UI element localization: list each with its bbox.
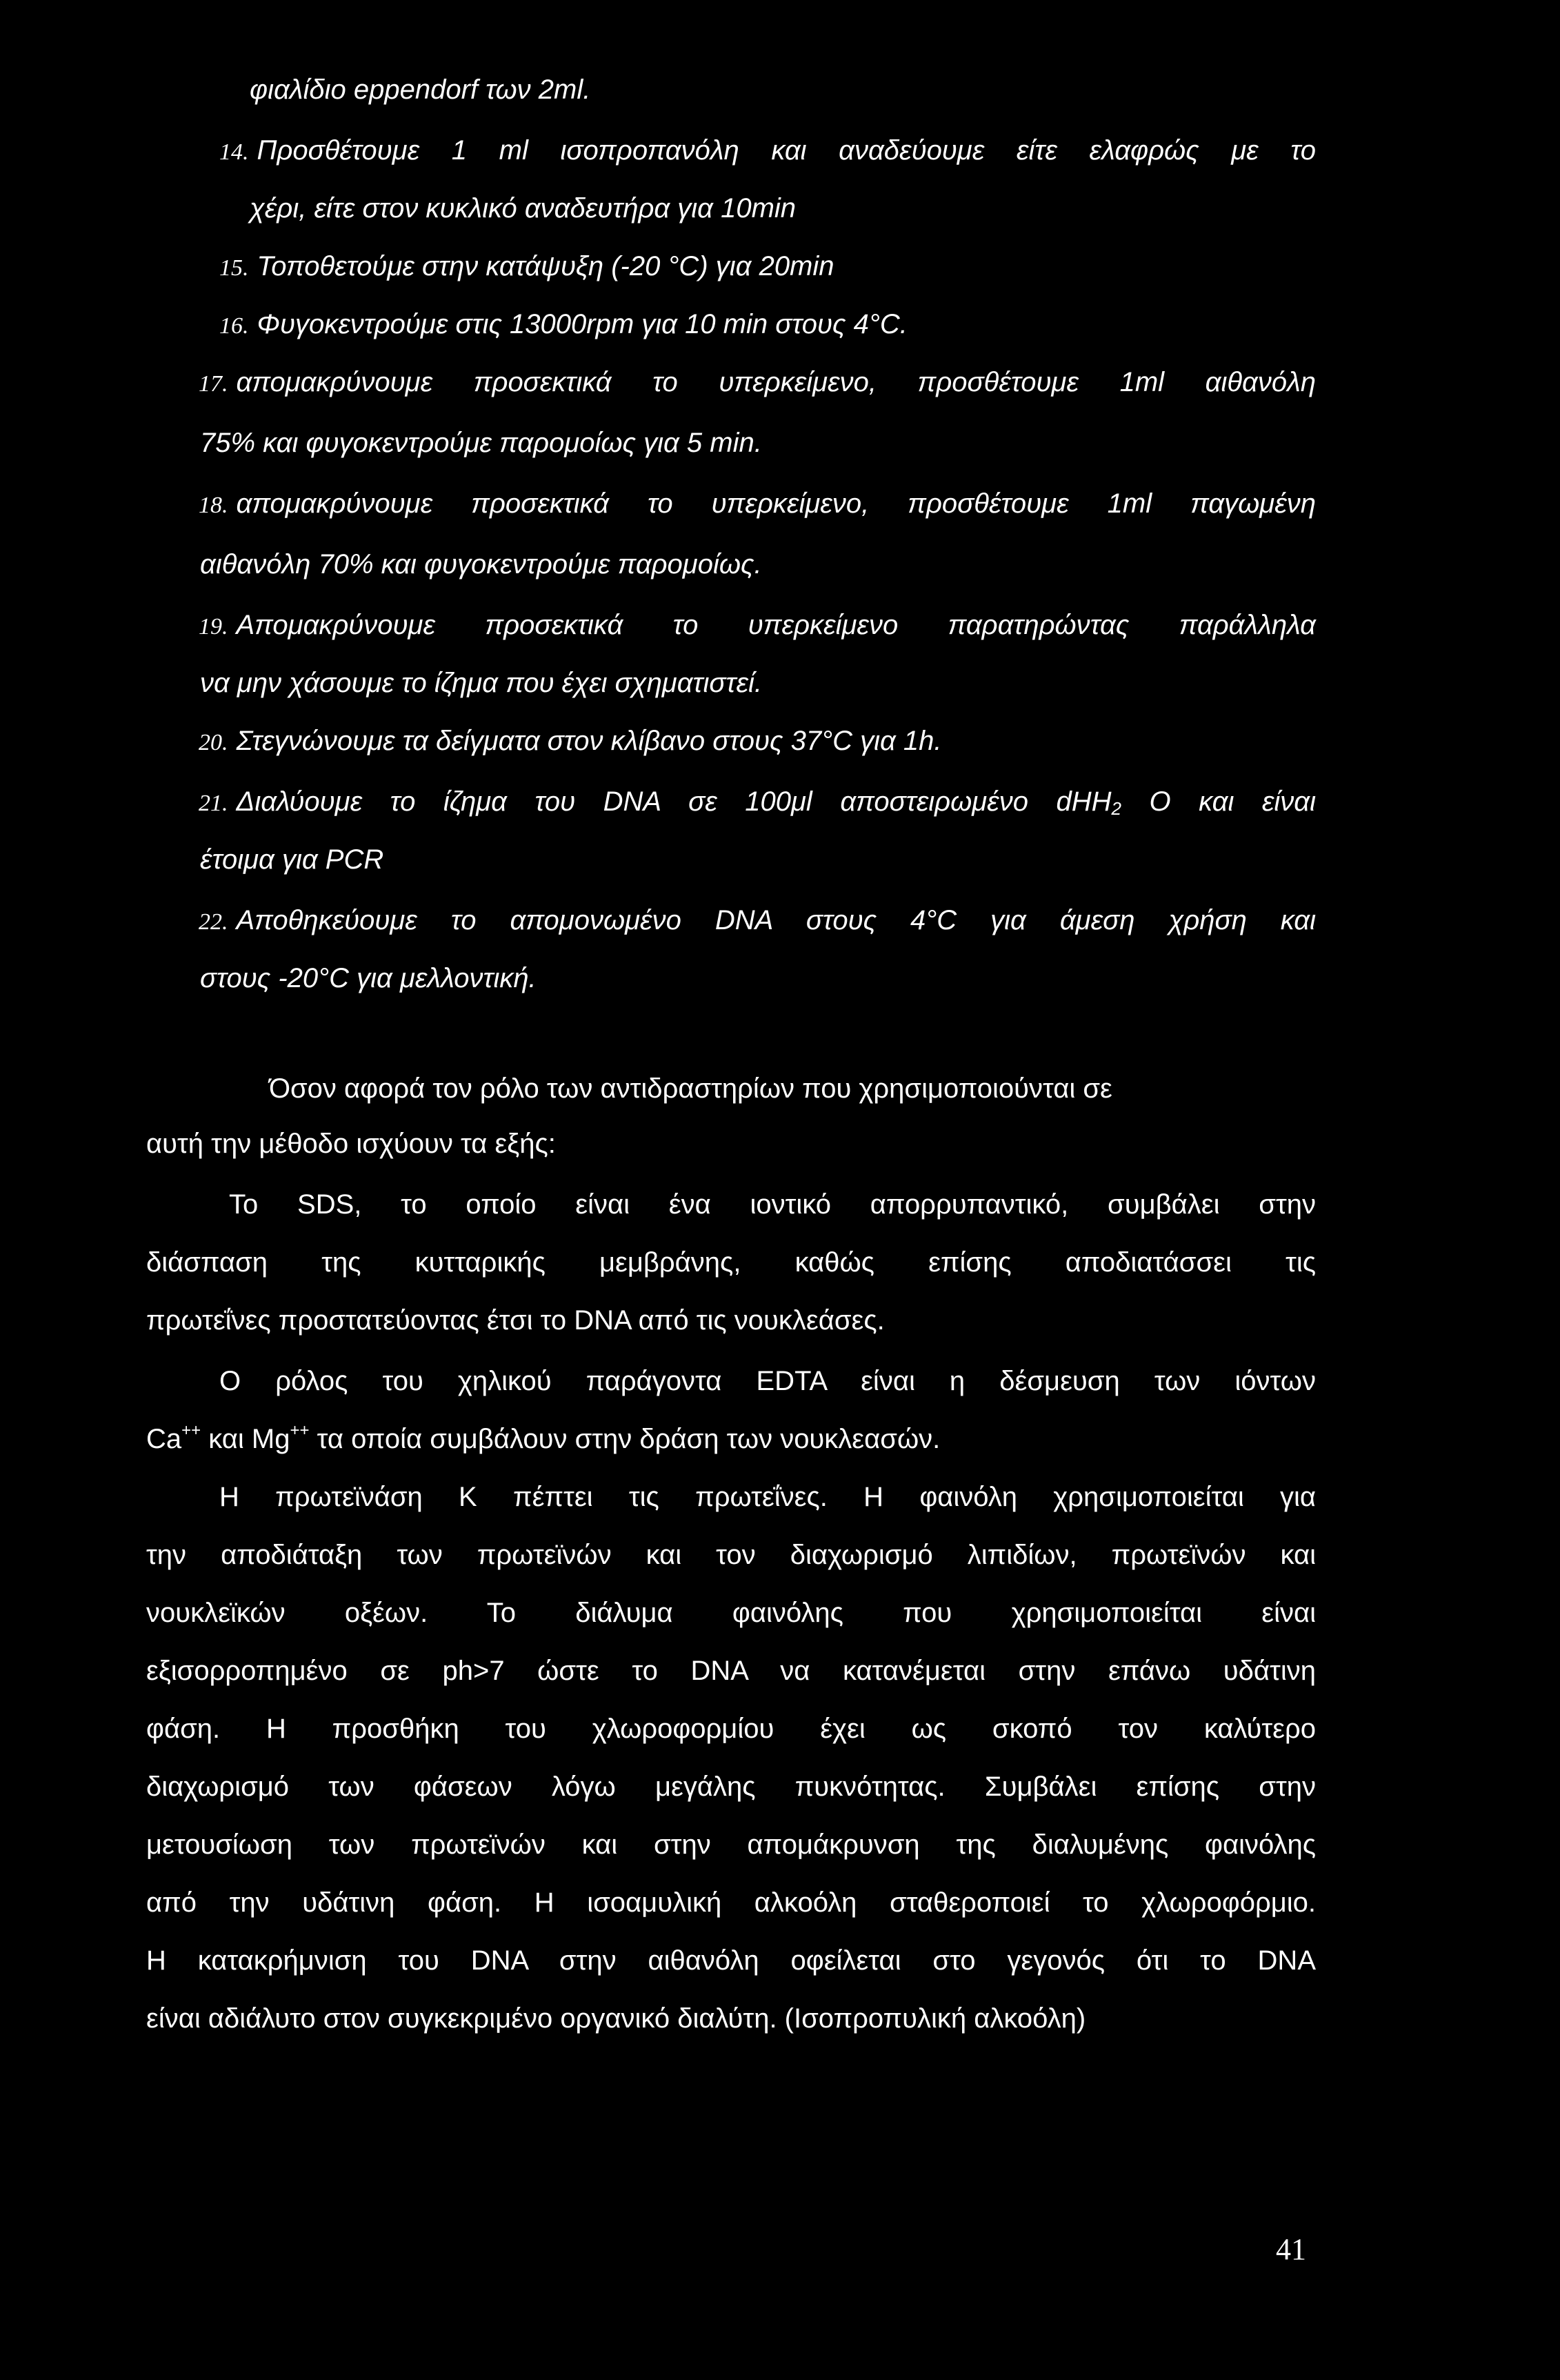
step-22-line1	[199, 905, 1316, 936]
step-19-line1	[199, 610, 1316, 641]
paragraph-4-line5: φάση. Η προσθήκη του χλωροφορμίου έχει ως σκοπό τον καλύτερο	[146, 1714, 1316, 1744]
step-16-text: Φυγοκεντρούμε στις 13000rpm για 10 min στους 4°C.	[257, 309, 908, 339]
step-15-number: 15.	[219, 255, 249, 281]
paragraph-4-line2: την αποδιάταξη των πρωτεϊνών και τον διαχωρισμό λιπιδίων, πρωτεϊνών και	[146, 1540, 1316, 1570]
step-14-line1	[219, 135, 1316, 166]
paragraph-4-line7: μετουσίωση των πρωτεϊνών και στην απομάκρυνση της διαλυμένης φαινόλης	[146, 1829, 1316, 1860]
step-18-line2: αιθανόλη 70% και φυγοκεντρούμε παρομοίως.	[200, 549, 762, 579]
step-19-number: 19.	[199, 614, 228, 639]
calcium-charge: ++	[181, 1421, 201, 1440]
step-14-number: 14.	[219, 139, 249, 165]
step-21-line1	[199, 786, 1316, 820]
step-22-text: Αποθηκεύουμε το απομονωμένο DNA στους 4°C για άμεση χρήση και	[236, 905, 1316, 935]
step-21-number: 21.	[199, 791, 228, 816]
paragraph-3-line1: Ο ρόλος του χηλικού παράγοντα EDTA είναι η δέσμευση των ιόντων	[219, 1366, 1316, 1396]
step-13-continuation: φιαλίδιο eppendorf των 2ml.	[250, 75, 591, 105]
step-16-number: 16.	[219, 313, 249, 339]
step-20-number: 20.	[199, 730, 228, 755]
step-21-line2: έτοιμα για PCR	[200, 844, 384, 875]
step-22-number: 22.	[199, 909, 228, 935]
step-22-line2: στους -20°C για μελλοντική.	[200, 963, 537, 993]
step-17-text: απομακρύνουμε προσεκτικά το υπερκείμενο, προσθέτουμε 1ml αιθανόλη	[236, 367, 1316, 397]
paragraph-4-line4: εξισορροπημένο σε ph>7 ώστε το DNA να κατανέμεται στην επάνω υδάτινη	[146, 1656, 1316, 1686]
paragraph-4-line10: είναι αδιάλυτο στον συγκεκριμένο οργανικό διαλύτη. (Ισοπροπυλική αλκοόλη)	[146, 2003, 1086, 2034]
step-16	[219, 309, 908, 340]
calcium-symbol: Ca	[146, 1424, 182, 1454]
page-number: 41	[1276, 2232, 1306, 2266]
step-21-subscript: 2	[1111, 798, 1121, 819]
step-21-text: Διαλύουμε το ίζημα του DNA σε 100μl αποστειρωμένο dHH	[236, 786, 1112, 817]
magnesium-symbol: και Mg	[201, 1424, 290, 1454]
step-15	[219, 251, 834, 282]
paragraph-2-line3: πρωτεΐνες προστατεύοντας έτσι το DNA από τις νουκλεάσες.	[146, 1305, 885, 1336]
paragraph-1-line2: αυτή την μέθοδο ισχύουν τα εξής:	[146, 1129, 556, 1159]
paragraph-3-rest: τα οποία συμβάλουν στην δράση των νουκλεασών.	[309, 1424, 941, 1454]
step-21-text-end: O και είναι	[1121, 786, 1317, 817]
step-20-text: Στεγνώνουμε τα δείγματα στον κλίβανο στους 37°C για 1h.	[236, 726, 942, 756]
paragraph-4-line9: Η κατακρήμνιση του DNA στην αιθανόλη οφείλεται στο γεγονός ότι το DNA	[146, 1945, 1316, 1976]
paragraph-1-line1: Όσον αφορά τον ρόλο των αντιδραστηρίων που χρησιμοποιούνται σε	[269, 1073, 1112, 1104]
paragraph-3-line2	[146, 1421, 940, 1455]
step-17-line2: 75% και φυγοκεντρούμε παρομοίως για 5 min.	[200, 428, 762, 458]
step-17-number: 17.	[199, 371, 228, 397]
paragraph-4-line3: νουκλεϊκών οξέων. Το διάλυμα φαινόλης που χρησιμοποιείται είναι	[146, 1598, 1316, 1628]
paragraph-2-line1: Το SDS, το οποίο είναι ένα ιοντικό απορρυπαντικό, συμβάλει στην	[229, 1189, 1316, 1220]
magnesium-charge: ++	[290, 1421, 310, 1440]
step-18-text: απομακρύνουμε προσεκτικά το υπερκείμενο, προσθέτουμε 1ml παγωμένη	[236, 488, 1316, 519]
paragraph-4-line8: από την υδάτινη φάση. Η ισοαμυλική αλκοόλη σταθεροποιεί το χλωροφόρμιο.	[146, 1887, 1316, 1918]
step-18-number: 18.	[199, 493, 228, 518]
step-15-text: Τοποθετούμε στην κατάψυξη (-20 °C) για 20min	[257, 251, 834, 281]
paragraph-2-line2: διάσπαση της κυτταρικής μεμβράνης, καθώς επίσης αποδιατάσσει τις	[146, 1247, 1316, 1278]
step-17-line1	[199, 367, 1316, 398]
step-20	[199, 726, 942, 757]
step-19-line2: να μην χάσουμε το ίζημα που έχει σχηματιστεί.	[200, 668, 763, 698]
step-19-text: Απομακρύνουμε προσεκτικά το υπερκείμενο παρατηρώντας παράλληλα	[236, 610, 1316, 640]
paragraph-4-line6: διαχωρισμό των φάσεων λόγω μεγάλης πυκνότητας. Συμβάλει επίσης στην	[146, 1772, 1316, 1802]
step-14-line2: χέρι, είτε στον κυκλικό αναδευτήρα για 10min	[250, 193, 797, 224]
step-18-line1	[199, 488, 1316, 519]
step-14-text: Προσθέτουμε 1 ml ισοπροπανόλη και αναδεύουμε είτε ελαφρώς με το	[257, 135, 1316, 166]
paragraph-4-line1: Η πρωτεϊνάση Κ πέπτει τις πρωτεΐνες. Η φαινόλη χρησιμοποιείται για	[219, 1482, 1316, 1512]
